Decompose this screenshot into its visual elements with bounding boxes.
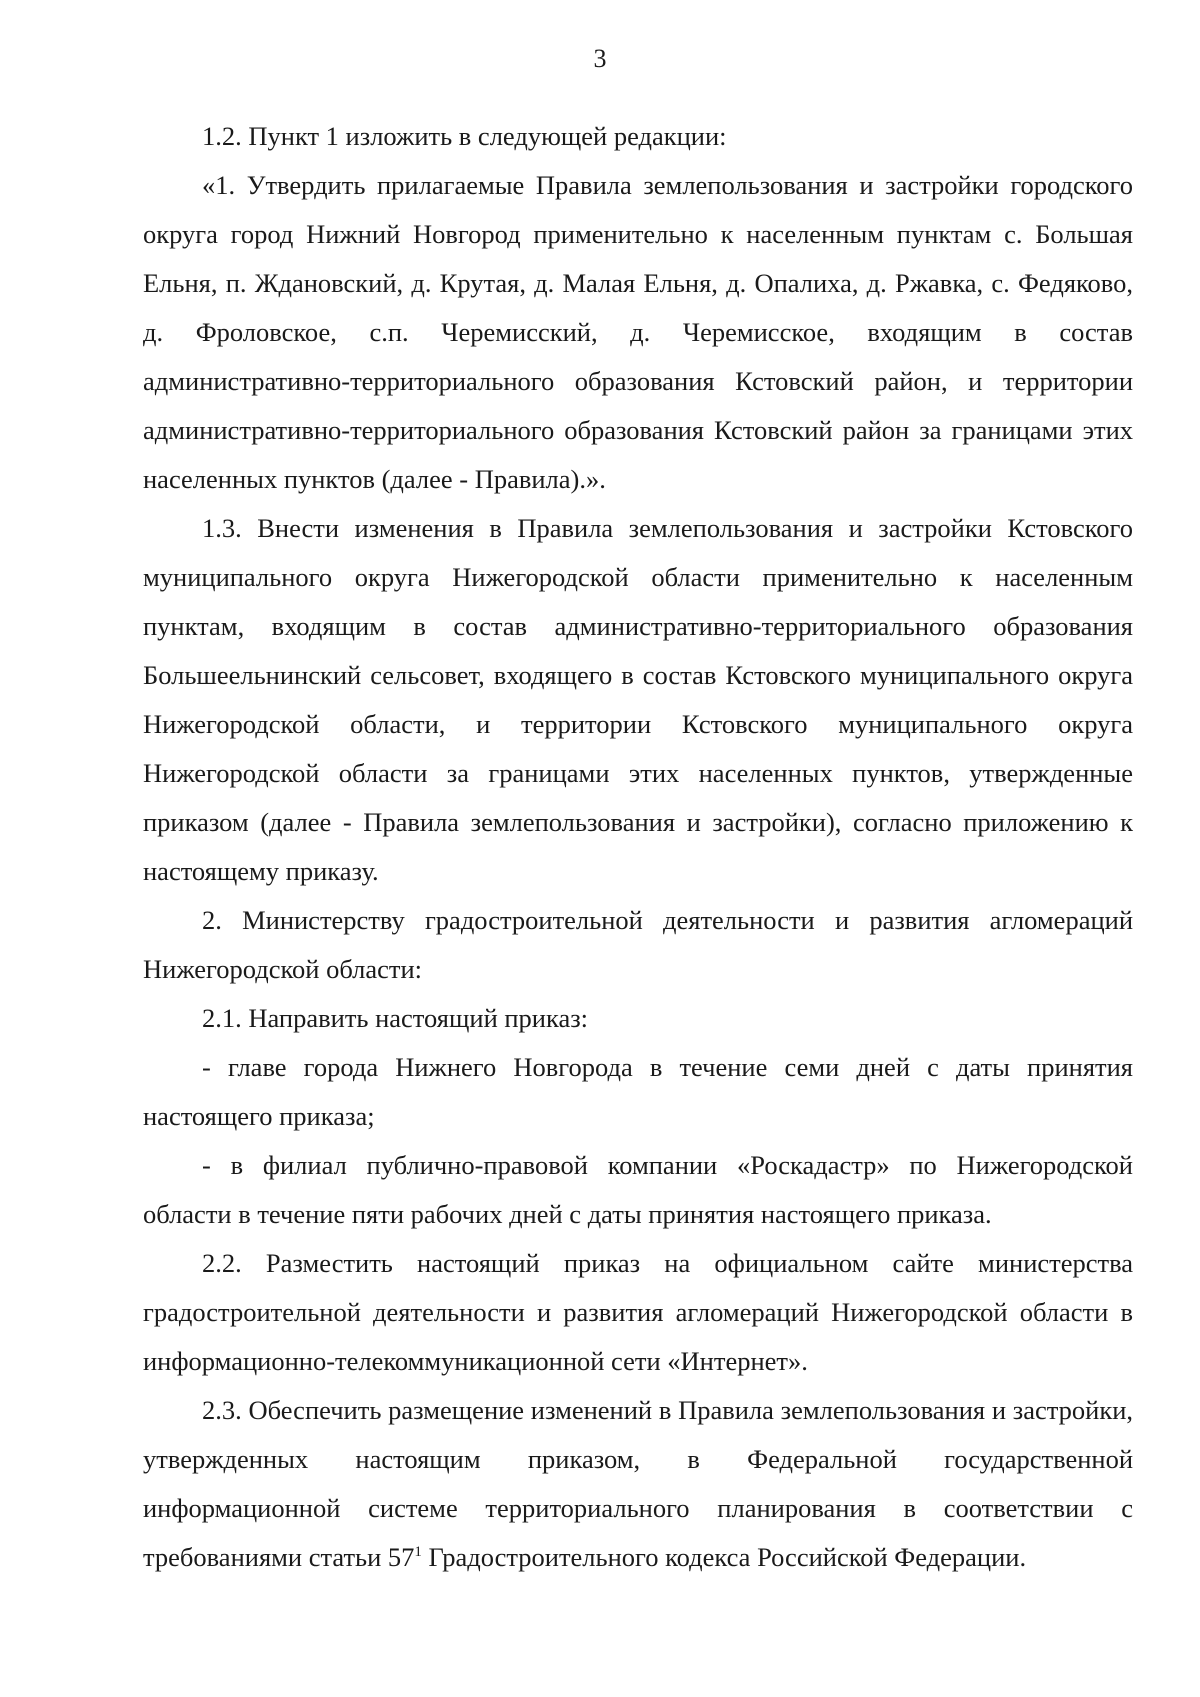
paragraph-1-2: 1.2. Пункт 1 изложить в следующей редакции: — [202, 121, 727, 151]
paragraph-2-1: 2.1. Направить настоящий приказ: — [202, 1003, 589, 1033]
paragraph-2-2: 2.2. Разместить настоящий приказ на официальном сайте министерства градостроительной деятельности и развития агломераций Нижегородской области в информационно-телекоммуникационной сети «Интернет». — [143, 1248, 1133, 1376]
paragraph-2-1-bullet-city-head: - главе города Нижнего Новгорода в течение семи дней с даты принятия настоящего приказа; — [143, 1052, 1133, 1131]
document-body — [143, 112, 1133, 1582]
paragraph-1-3: 1.3. Внести изменения в Правила землепользования и застройки Кстовского муниципального округа Нижегородской области применительно к населенным пунктам, входящим в состав административно-территориального образования Большеельнинский сельсовет, входящего в состав Кстовского муниципального округа Нижегородской области, и территории Кстовского муниципального округа Нижегородской области за границами этих населенных пунктов, утвержденные приказом (далее - Правила землепользования и застройки), согласно приложению к настоящему приказу. — [143, 513, 1133, 886]
paragraph-2-3 — [143, 1386, 1133, 1582]
paragraph-quoted-item-1: «1. Утвердить прилагаемые Правила землепользования и застройки городского округа город Нижний Новгород применительно к населенным пунктам с. Большая Ельня, п. Ждановский, д. Крутая, д. Малая Ельня, д. Опалиха, д. Ржавка, с. Федяково, д. Фроловское, с.п. Черемисский, д. Черемисское, входящим в состав административно-территориального образования Кстовский район, и территории административно-территориального образования Кстовский район за границами этих населенных пунктов (далее - Правила).». — [143, 170, 1133, 494]
article-superscript: 1 — [414, 1544, 422, 1561]
page-number: 3 — [593, 44, 607, 73]
paragraph-2-3-text-before: 2.3. Обеспечить размещение изменений в Правила землепользования и застройки, утвержденных настоящим приказом, в Федеральной государственной информационной системе территориального планирования в соответствии с требованиями статьи 57 — [143, 1395, 1133, 1572]
paragraph-2-3-text-after: Градостроительного кодекса Российской Федерации. — [421, 1542, 1027, 1572]
paragraph-2: 2. Министерству градостроительной деятельности и развития агломераций Нижегородской области: — [143, 905, 1133, 984]
paragraph-2-1-bullet-roskadastr: - в филиал публично-правовой компании «Роскадастр» по Нижегородской области в течение пяти рабочих дней с даты принятия настоящего приказа. — [143, 1150, 1133, 1229]
